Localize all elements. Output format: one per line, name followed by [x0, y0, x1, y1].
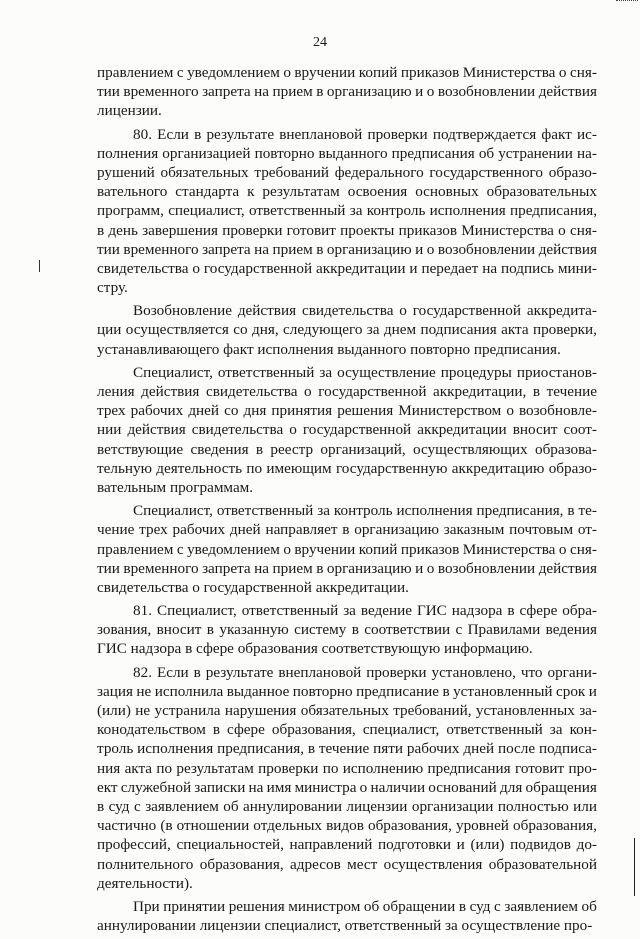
text-line: трех рабочих дней со дня принятия решения Министерством о возобновле- [97, 402, 597, 420]
text-line: тии временного запрета на прием в организацию и о возобновлении действия [97, 83, 597, 101]
text-line: чение трех рабочих дней направляет в организацию заказным почтовым от- [97, 521, 597, 539]
text-line: в суд с заявлением об аннулировании лицензии организации полностью или [97, 797, 597, 815]
text-line: в день завершения проверки готовит проекты приказов Министерства о сня- [97, 221, 597, 239]
text-line: При принятии решения министром об обращении в суд с заявлением об [133, 897, 597, 915]
paragraph [97, 63, 597, 121]
text-line: тии временного запрета на прием в организацию и о возобновлении действия [97, 559, 597, 577]
text-line: троль исполнения предписания, в течение пяти рабочих дней после подписа- [97, 740, 597, 758]
text-line: 81. Специалист, ответственный за ведение ГИС надзора в сфере обра- [133, 602, 597, 620]
text-line: частично (в отношении отдельных видов образования, уровней образования, [97, 817, 597, 835]
text-line: зация не исполнила выданное повторно предписание в установленный срок и [97, 682, 597, 700]
text-line: конодательством в сфере образования, специалист, ответственный за кон- [97, 721, 597, 739]
text-line: аннулировании лицензии специалист, ответственный за осуществление про- [97, 917, 593, 935]
paragraph [97, 501, 597, 597]
text-line: Специалист, ответственный за осуществление процедуры приостанов- [133, 363, 597, 381]
paragraph [97, 301, 597, 359]
text-line: рушений обязательных требований федерального государственного образо- [97, 163, 597, 181]
text-line: 82. Если в результате внеплановой проверки установлено, что органи- [133, 663, 597, 681]
text-line: зования, вносит в указанную систему в соответствии с Правилами ведения [97, 621, 597, 639]
scan-corner-mark [616, 0, 638, 6]
text-line: правлением с уведомлением о вручении копий приказов Министерства о сня- [97, 540, 597, 558]
text-line: тельную деятельность по имеющим государственную аккредитацию образо- [97, 459, 597, 477]
text-line: ГИС надзора в сфере образования соответствующую информацию. [97, 640, 533, 658]
paragraph [97, 601, 597, 659]
text-line: нии действия свидетельства о государственной аккредитации вносит соот- [97, 421, 597, 439]
text-line: ветствующие сведения в реестр организаций, осуществляющих образова- [97, 440, 597, 458]
text-line: ления действия свидетельства о государственной аккредитации, в течение [97, 383, 597, 400]
text-line: Специалист, ответственный за контроль исполнения предписания, в те- [133, 502, 597, 520]
text-line: программ, специалист, ответственный за контроль исполнения предписания, [97, 202, 597, 220]
text-line: 80. Если в результате внеплановой проверки подтверждается факт ис- [133, 125, 597, 143]
document-body [97, 63, 597, 939]
margin-mark [39, 260, 40, 272]
text-line: тии временного запрета на прием в организацию и о возобновлении действия [97, 240, 597, 258]
text-line: ции осуществляется со дня, следующего за днем подписания акта проверки, [97, 321, 597, 339]
paragraph [97, 363, 597, 497]
text-line: полнительного образования, адресов мест осуществления образовательной [97, 855, 597, 873]
scan-edge-line [634, 838, 635, 896]
text-line: вательного стандарта к результатам освоения основных образовательных [97, 183, 597, 201]
text-line: (или) не устранила нарушения обязательных требований, установленных за- [97, 702, 597, 719]
text-line: профессий, специальностей, направлений подготовки и (или) подвидов до- [97, 836, 597, 854]
text-line: полнения организацией повторно выданного предписания об устранении на- [97, 144, 597, 162]
page-number: 24 [313, 35, 327, 50]
text-line: устанавливающего факт исполнения выданного повторно предписания. [97, 340, 561, 358]
paragraph [97, 125, 597, 298]
text-line: свидетельства о государственной аккредитации и передает на подпись мини- [97, 259, 597, 277]
paragraph [97, 663, 597, 893]
text-line: деятельности). [97, 874, 193, 892]
text-line: правлением с уведомлением о вручении копий приказов Министерства о сня- [97, 64, 597, 81]
text-line: Возобновление действия свидетельства о государственной аккредита- [133, 302, 597, 320]
paragraph [97, 897, 597, 935]
text-line: свидетельства о государственной аккредитации. [97, 578, 409, 596]
text-line: ект служебной записки на имя министра о наличии оснований для обращения [97, 778, 597, 796]
text-line: стру. [97, 279, 128, 297]
text-line: ния акта по результатам проверки по исполнению предписания готовит про- [97, 759, 597, 777]
text-line: лицензии. [97, 102, 162, 120]
text-line: вательным программам. [97, 478, 254, 496]
